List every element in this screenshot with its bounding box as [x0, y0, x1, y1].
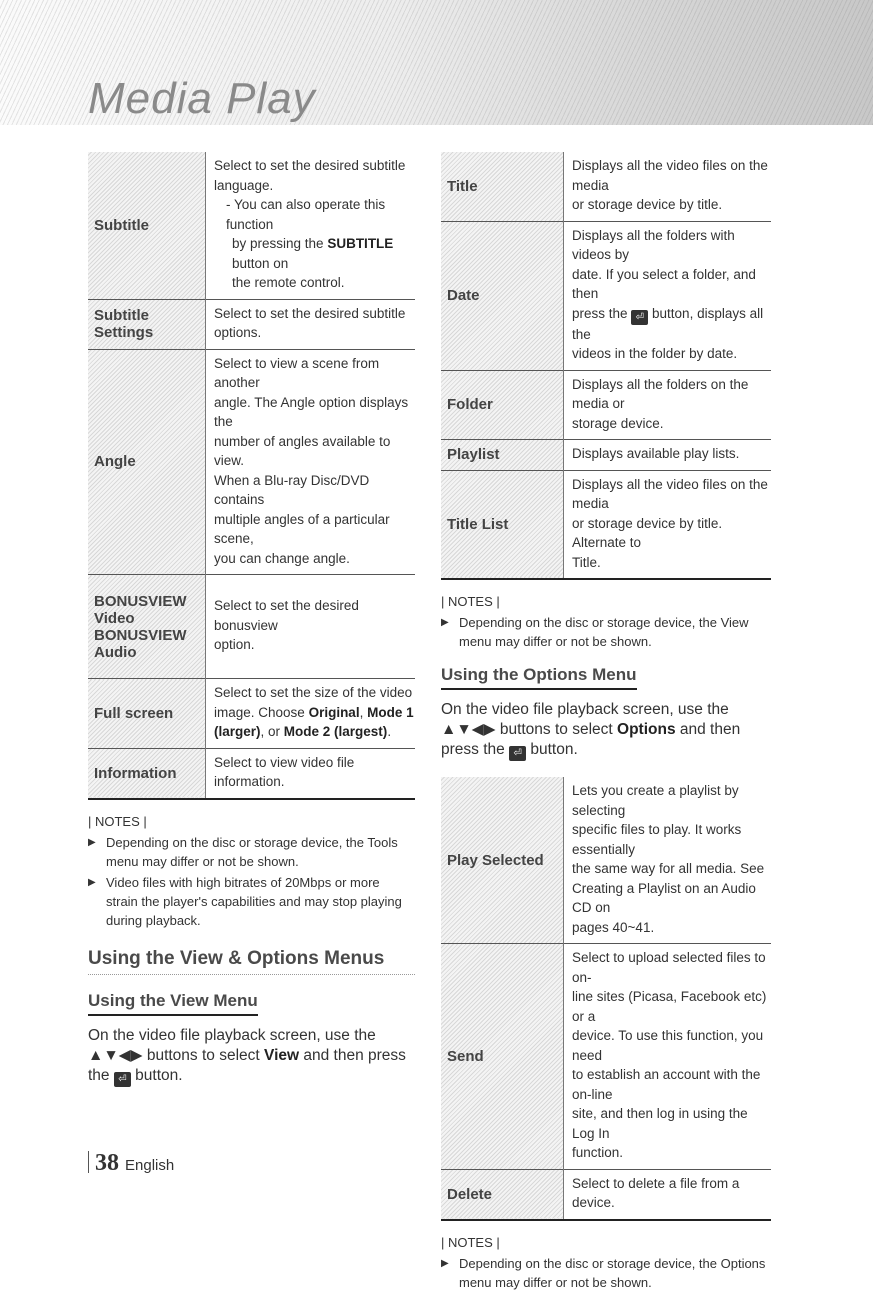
tools-menu-table: [88, 152, 415, 800]
row-label: Subtitle: [88, 152, 206, 299]
desc-line: Displays all the video files on the media: [572, 476, 768, 511]
body-text: and then press the: [88, 1046, 406, 1084]
arrow-icon: ▶: [88, 836, 96, 848]
desc-line: Displays all the folders with videos by: [572, 227, 735, 262]
page-number: 38: [95, 1150, 119, 1176]
desc-line: Displays all the folders on the media or: [572, 376, 749, 411]
desc-line: number of angles available to view.: [214, 433, 391, 468]
row-description: [564, 777, 772, 944]
desc-line: language.: [214, 177, 274, 193]
body-text: and then press the: [441, 721, 741, 758]
desc-line: videos in the folder by date.: [572, 346, 738, 361]
table-row: [441, 440, 771, 471]
table-row: [441, 944, 771, 1170]
row-description: [564, 470, 772, 579]
body-text: button.: [526, 741, 578, 758]
desc-line: Creating a Playlist on an Audio CD on: [572, 880, 756, 915]
table-row: [441, 152, 771, 221]
desc-line: Select to upload selected files to on-: [572, 950, 766, 985]
table-row: [88, 349, 415, 575]
row-description: [206, 679, 416, 749]
arrow-icon: ▶: [441, 1257, 449, 1269]
desc-line: Lets you create a playlist by selecting: [572, 783, 739, 818]
page-footer: [88, 1150, 174, 1177]
view-menu-instructions: [88, 1026, 415, 1087]
note-item: [88, 873, 415, 930]
desc-line: storage device.: [572, 415, 664, 431]
table-row: [88, 679, 415, 749]
row-description: [206, 748, 416, 799]
row-label: Subtitle Settings: [88, 299, 206, 349]
desc-line: the same way for all media. See: [572, 861, 765, 876]
row-label: [88, 575, 206, 679]
table-row: [88, 152, 415, 299]
desc-line: angle. The Angle option displays the: [214, 394, 409, 429]
keyword: Options: [617, 721, 676, 738]
desc-line: press the ⏎ button, displays all the: [572, 305, 764, 342]
arrow-icon: ▶: [441, 617, 449, 628]
row-description: [206, 152, 416, 299]
desc-line: Select to delete a file from a device.: [572, 1175, 740, 1210]
label-line: BONUSVIEW: [94, 592, 187, 610]
row-label: Angle: [88, 349, 206, 575]
left-column: [88, 152, 415, 1091]
desc-line: pages 40~41.: [572, 919, 655, 935]
desc-line: or storage device by title. Alternate to: [572, 515, 723, 550]
row-description: [564, 440, 772, 471]
notes-heading: | NOTES |: [441, 1234, 500, 1250]
row-description: [564, 944, 772, 1170]
desc-line: function.: [572, 1145, 624, 1160]
desc-line: Displays all the video files on the media: [572, 158, 768, 193]
row-description: [564, 1169, 772, 1220]
footer-divider: [88, 1151, 89, 1173]
desc-line: Displays available play lists.: [572, 446, 740, 461]
row-label: Send: [441, 944, 564, 1170]
row-description: [206, 575, 416, 679]
row-label: Title: [441, 152, 564, 221]
note-text: Depending on the disc or storage device, the View menu may differ or not be shown.: [459, 615, 749, 649]
desc-line: specific files to play. It works essentially: [572, 822, 742, 857]
desc-line: the remote control.: [232, 275, 345, 290]
label-line: Audio: [94, 643, 137, 661]
label-line: Video: [94, 609, 135, 627]
options-menu-table: [441, 777, 771, 1221]
desc-line: option.: [214, 637, 255, 653]
arrow-icon: ▶: [88, 876, 96, 888]
subsection-heading: Using the Options Menu: [441, 665, 637, 690]
notes-heading: | NOTES |: [441, 594, 500, 609]
row-label: Delete: [441, 1169, 564, 1220]
desc-line: Select to set the desired subtitle: [214, 158, 406, 173]
row-description: [564, 152, 772, 221]
desc-line: (larger), or Mode 2 (largest).: [214, 724, 392, 739]
body-text: On the video file playback screen, use the ▲▼◀▶ buttons to select: [441, 701, 729, 738]
desc-line: - You can also operate this function: [226, 197, 386, 232]
page-title: Media Play: [88, 74, 316, 123]
table-row: [88, 575, 415, 679]
desc-line: you can change angle.: [214, 550, 350, 566]
row-label: Information: [88, 748, 206, 799]
keyword: View: [264, 1046, 300, 1064]
note-item: [441, 1254, 771, 1292]
row-description: [564, 221, 772, 370]
row-label: Playlist: [441, 440, 564, 471]
table-row: [441, 1169, 771, 1220]
view-menu-table: [441, 152, 771, 580]
desc-line: to establish an account with the on-line: [572, 1067, 761, 1102]
row-description: [206, 349, 416, 575]
table-row: [441, 777, 771, 944]
desc-line: Select to set the desired bonusview: [214, 598, 359, 633]
label-line: BONUSVIEW: [94, 626, 187, 644]
note-text: Depending on the disc or storage device, the Tools menu may differ or not be shown.: [106, 834, 398, 869]
enter-button-icon: ⏎: [509, 746, 526, 761]
desc-line: When a Blu-ray Disc/DVD contains: [214, 472, 370, 507]
subsection-heading: Using the View Menu: [88, 991, 258, 1016]
desc-line: Select to set the desired subtitle: [214, 305, 406, 321]
table-row: [88, 748, 415, 799]
desc-line: by pressing the SUBTITLE button on: [232, 236, 394, 271]
row-description: [206, 299, 416, 349]
desc-line: Select to view video file information.: [214, 754, 355, 789]
desc-line: Select to view a scene from another: [214, 355, 380, 390]
desc-line: image. Choose Original, Mode 1: [214, 704, 414, 720]
row-label: Title List: [441, 470, 564, 579]
desc-line: Title.: [572, 554, 601, 570]
desc-line: or storage device by title.: [572, 197, 723, 212]
desc-line: line sites (Picasa, Facebook etc) or a: [572, 989, 767, 1024]
desc-line: Select to set the size of the video: [214, 685, 413, 700]
note-item: [88, 833, 415, 871]
row-label: Date: [441, 221, 564, 370]
body-text: button.: [130, 1066, 183, 1084]
footer-language: English: [125, 1157, 175, 1174]
note-text: Depending on the disc or storage device, the Options menu may differ or not be shown.: [459, 1255, 766, 1290]
note-item: [441, 613, 771, 651]
options-menu-instructions: [441, 700, 771, 761]
body-text: On the video file playback screen, use the ▲▼◀▶ buttons to select: [88, 1026, 376, 1064]
desc-line: device. To use this function, you need: [572, 1028, 764, 1063]
note-text: Video files with high bitrates of 20Mbps or more strain the player's capabilities and may stop playing during playback.: [106, 874, 402, 928]
table-row: [441, 370, 771, 440]
table-row: [88, 299, 415, 349]
row-label: Full screen: [88, 679, 206, 749]
desc-line: multiple angles of a particular scene,: [214, 511, 390, 546]
table-row: [441, 221, 771, 370]
desc-line: options.: [214, 325, 262, 340]
row-label: Play Selected: [441, 777, 564, 944]
header-banner: [0, 0, 873, 125]
table-row: [441, 470, 771, 579]
desc-line: site, and then log in using the Log In: [572, 1106, 748, 1141]
notes-heading: | NOTES |: [88, 813, 147, 829]
enter-button-icon: ⏎: [631, 310, 648, 325]
desc-line: date. If you select a folder, and then: [572, 266, 756, 301]
enter-button-icon: ⏎: [114, 1072, 131, 1087]
right-column: [441, 152, 771, 1294]
row-description: [564, 370, 772, 440]
row-label: Folder: [441, 370, 564, 440]
section-heading: Using the View & Options Menus: [88, 948, 415, 975]
